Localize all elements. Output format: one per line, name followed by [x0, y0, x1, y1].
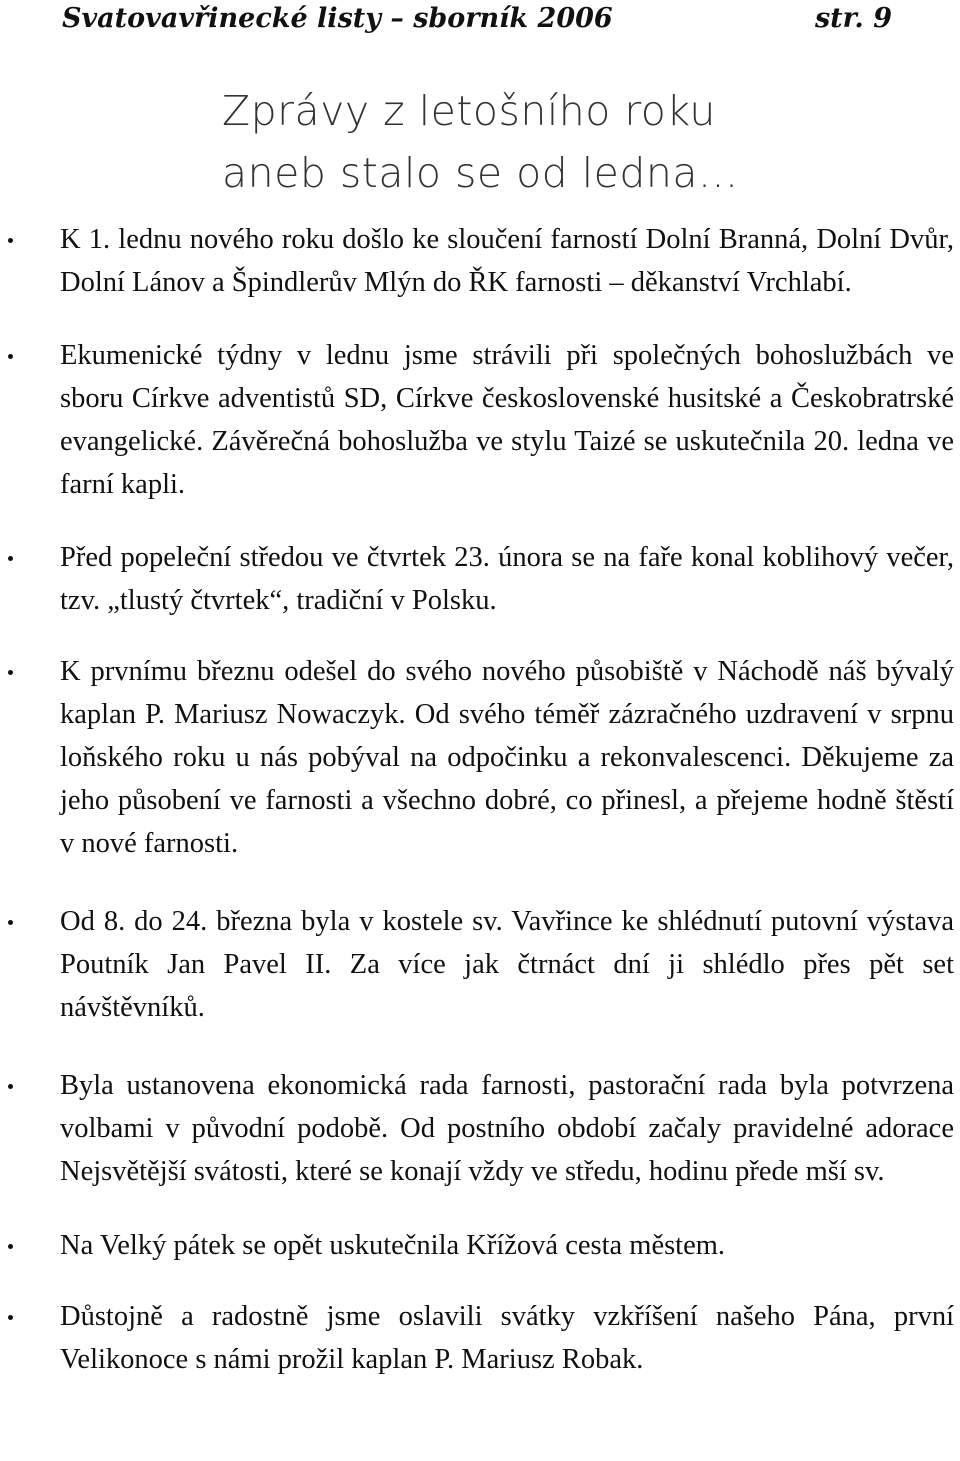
list-item-text: Před popeleční středou ve čtvrtek 23. února se na faře konal koblihový večer, tzv. „tlustý čtvrtek“, tradiční v Polsku.	[60, 542, 954, 616]
list-item	[0, 900, 960, 1029]
article-title-line-1: Zprávy z letošního roku	[222, 87, 716, 135]
list-item	[0, 1295, 960, 1381]
list-item-text: K prvnímu březnu odešel do svého nového působiště v Náchodě náš bývalý kaplan P. Mariusz Nowaczyk. Od svého téměř zázračného uzdravení v srpnu loňského roku u nás pobýval na odpočinku a rekonvalescenci. Děkujeme za jeho působení ve farnosti a všechno dobré, co přinesl, a přejeme hodně štěstí v nové farnosti.	[60, 656, 954, 859]
bullet-icon	[8, 218, 18, 261]
list-item-text: Ekumenické týdny v lednu jsme strávili při společných bohoslužbách ve sboru Církve adventistů SD, Církve československé husitské a Českobratrské evangelické. Závěrečná bohoslužba ve stylu Taizé se uskutečnila 20. ledna ve farní kapli.	[60, 340, 954, 500]
bullet-icon	[8, 650, 18, 693]
publication-title: Svatovavřinecké listy – sborník 2006	[62, 3, 613, 34]
list-item	[0, 218, 960, 304]
running-header	[62, 0, 892, 38]
bullet-icon	[8, 1295, 18, 1338]
list-item	[0, 650, 960, 865]
bullet-icon	[8, 900, 18, 943]
bullet-icon	[8, 1064, 18, 1107]
article-title-line-2: aneb stalo se od ledna...	[222, 149, 739, 197]
list-item	[0, 334, 960, 506]
news-list	[0, 218, 960, 1381]
list-item	[0, 1064, 960, 1193]
list-item-text: Na Velký pátek se opět uskutečnila Křížová cesta městem.	[60, 1230, 726, 1261]
list-item	[0, 1224, 960, 1267]
page-number: str. 9	[814, 3, 892, 34]
list-item	[0, 536, 960, 622]
bullet-icon	[8, 1224, 18, 1267]
article-title	[222, 80, 842, 204]
list-item-text: Důstojně a radostně jsme oslavili svátky vzkříšení našeho Pána, první Velikonoce s námi prožil kaplan P. Mariusz Robak.	[60, 1301, 954, 1375]
bullet-icon	[8, 536, 18, 579]
list-item-text: Byla ustanovena ekonomická rada farnosti, pastorační rada byla potvrzena volbami v původní podobě. Od postního období začaly pravidelné adorace Nejsvětější svátosti, které se konají vždy ve středu, hodinu přede mší sv.	[60, 1070, 954, 1187]
list-item-text: Od 8. do 24. března byla v kostele sv. Vavřince ke shlédnutí putovní výstava Poutník Jan Pavel II. Za více jak čtrnáct dní ji shlédlo přes pět set návštěvníků.	[60, 906, 954, 1023]
bullet-icon	[8, 334, 18, 377]
list-item-text: K 1. lednu nového roku došlo ke sloučení farností Dolní Branná, Dolní Dvůr, Dolní Lánov a Špindlerův Mlýn do ŘK farnosti – děkanství Vrchlabí.	[60, 224, 954, 298]
